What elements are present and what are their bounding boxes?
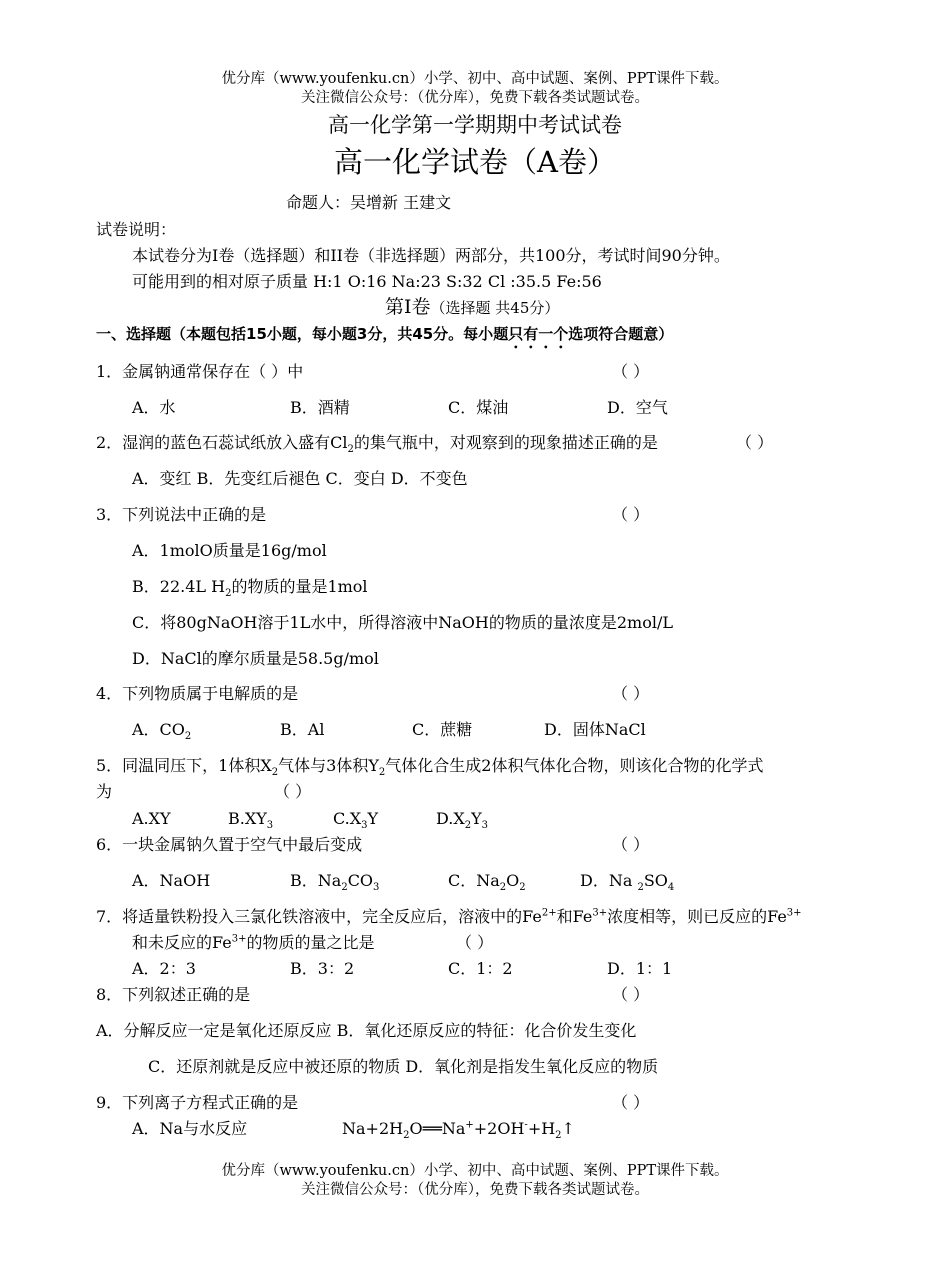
q4-option-a: A．$CO_2$ bbox=[132, 720, 192, 743]
q6-option-a: A．NaOH bbox=[132, 871, 211, 890]
q4-answer-blank: （ ） bbox=[612, 684, 650, 703]
header-line-1: 优分库（www.youfenku.cn）小学、初中、高中试题、案例、PPT课件下载。 bbox=[221, 71, 729, 87]
authors: 命题人：吴增新 王建文 bbox=[286, 193, 452, 212]
instructions-heading: 试卷说明： bbox=[96, 220, 177, 239]
q4-option-d: D．固体NaCl bbox=[544, 720, 646, 739]
q5-option-c: $C.X_3Y$ bbox=[333, 809, 379, 832]
q4-option-b: B．Al bbox=[280, 720, 325, 739]
exam-subtitle: 高一化学试卷（A卷） bbox=[334, 145, 616, 179]
q2-answer-blank: （ ） bbox=[736, 433, 774, 452]
q6-option-c: C．$Na_2O_2$ bbox=[448, 871, 526, 894]
q5-stem-end: 为 bbox=[96, 782, 113, 801]
q7-option-b: B．3：2 bbox=[290, 959, 355, 978]
q7-stem: 7．将适量铁粉投入三氯化铁溶液中，完全反应后，溶液中的$Fe^{2+}$和$Fe^{3+}$浓度相等，则已反应的$Fe^{3+}$ bbox=[96, 907, 802, 926]
q4-stem: 4．下列物质属于电解质的是 bbox=[96, 684, 299, 703]
q4-option-c: C．蔗糖 bbox=[412, 720, 473, 739]
q3-option-d: D．NaCl的摩尔质量是58.5g/mol bbox=[132, 649, 379, 668]
section-heading: 一、选择题（本题包括15小题，每小题3分，共45分。每小题只有一个选项符合题意） bbox=[96, 325, 674, 343]
header-line-2: 关注微信公众号：（优分库），免费下载各类试题试卷。 bbox=[301, 90, 649, 106]
q7-stem-cont: 和未反应的$Fe^{3+}$的物质的量之比是 bbox=[132, 933, 375, 952]
q7-option-d: D．1：1 bbox=[607, 959, 673, 978]
q1-option-b: B．酒精 bbox=[290, 398, 350, 417]
q6-option-b: B．$Na_2CO_3$ bbox=[290, 871, 380, 894]
instructions-line-2: 可能用到的相对原子质量 H:1 O:16 Na:23 S:32 Cl :35.5 Fe:56 bbox=[132, 272, 602, 291]
q1-option-a: A．水 bbox=[132, 398, 176, 417]
q3-option-c: C．将80gNaOH溶于1L水中，所得溶液中NaOH的物质的量浓度是2mol/L bbox=[132, 613, 673, 632]
q9-stem: 9．下列离子方程式正确的是 bbox=[96, 1093, 299, 1112]
q6-answer-blank: （ ） bbox=[612, 835, 650, 854]
q1-answer-blank: （ ） bbox=[612, 362, 650, 381]
q1-option-d: D．空气 bbox=[607, 398, 668, 417]
q8-options-line-1: A．分解反应一定是氧化还原反应 B．氧化还原反应的特征：化合价发生变化 bbox=[96, 1021, 637, 1040]
q3-option-a: A．1molO质量是16g/mol bbox=[132, 541, 327, 560]
q5-answer-blank: （ ） bbox=[274, 782, 312, 801]
q3-stem: 3．下列说法中正确的是 bbox=[96, 505, 267, 524]
footer-line-1: 优分库（www.youfenku.cn）小学、初中、高中试题、案例、PPT课件下载。 bbox=[221, 1163, 729, 1179]
q1-option-c: C．煤油 bbox=[448, 398, 509, 417]
q6-stem: 6．一块金属钠久置于空气中最后变成 bbox=[96, 835, 363, 854]
q7-option-a: A．2：3 bbox=[132, 959, 196, 978]
q9-option-a-label: A．Na与水反应 bbox=[132, 1119, 248, 1138]
q8-options-line-2: C．还原剂就是反应中被还原的物质 D．氧化剂是指发生氧化反应的物质 bbox=[148, 1057, 659, 1076]
q2-stem: 2．湿润的蓝色石蕊试纸放入盛有$Cl_2$的集气瓶中，对观察到的现象描述正确的是 bbox=[96, 433, 658, 456]
q9-answer-blank: （ ） bbox=[612, 1093, 650, 1112]
q7-answer-blank: （ ） bbox=[456, 933, 494, 952]
q9-option-a-equation: $Na+2H_2O══Na^++2OH^-+H_2↑$ bbox=[342, 1119, 575, 1142]
q5-stem: 5．同温同压下，1体积$X_2$气体与3体积$Y_2$气体化合生成2体积气体化合物，则该化合物的化学式 bbox=[96, 756, 764, 779]
q3-answer-blank: （ ） bbox=[612, 505, 650, 524]
q7-option-c: C．1：2 bbox=[448, 959, 513, 978]
q1-stem: 1．金属钠通常保存在（ ）中 bbox=[96, 362, 304, 381]
section-title: 第Ⅰ卷（选择题 共45分） bbox=[385, 296, 560, 318]
q5-option-d: $D.X_2Y_3$ bbox=[436, 809, 489, 832]
footer-line-2: 关注微信公众号：（优分库），免费下载各类试题试卷。 bbox=[301, 1182, 649, 1198]
q3-option-b: B．22.4L $H_2$的物质的量是1mol bbox=[132, 577, 368, 600]
instructions-line-1: 本试卷分为I卷（选择题）和II卷（非选择题）两部分，共100分，考试时间90分钟。 bbox=[132, 246, 730, 265]
q2-options: A．变红 B．先变红后褪色 C．变白 D．不变色 bbox=[132, 469, 468, 488]
q8-answer-blank: （ ） bbox=[612, 985, 650, 1004]
q8-stem: 8．下列叙述正确的是 bbox=[96, 985, 251, 1004]
q6-option-d: D．Na $_2SO_4$ bbox=[580, 871, 675, 894]
emphasis-dots: 只有一个 bbox=[508, 325, 569, 343]
exam-title: 高一化学第一学期期中考试试卷 bbox=[328, 113, 622, 137]
q5-option-b: $B.XY_3$ bbox=[228, 809, 274, 832]
q5-option-a: A.XY bbox=[132, 809, 171, 828]
